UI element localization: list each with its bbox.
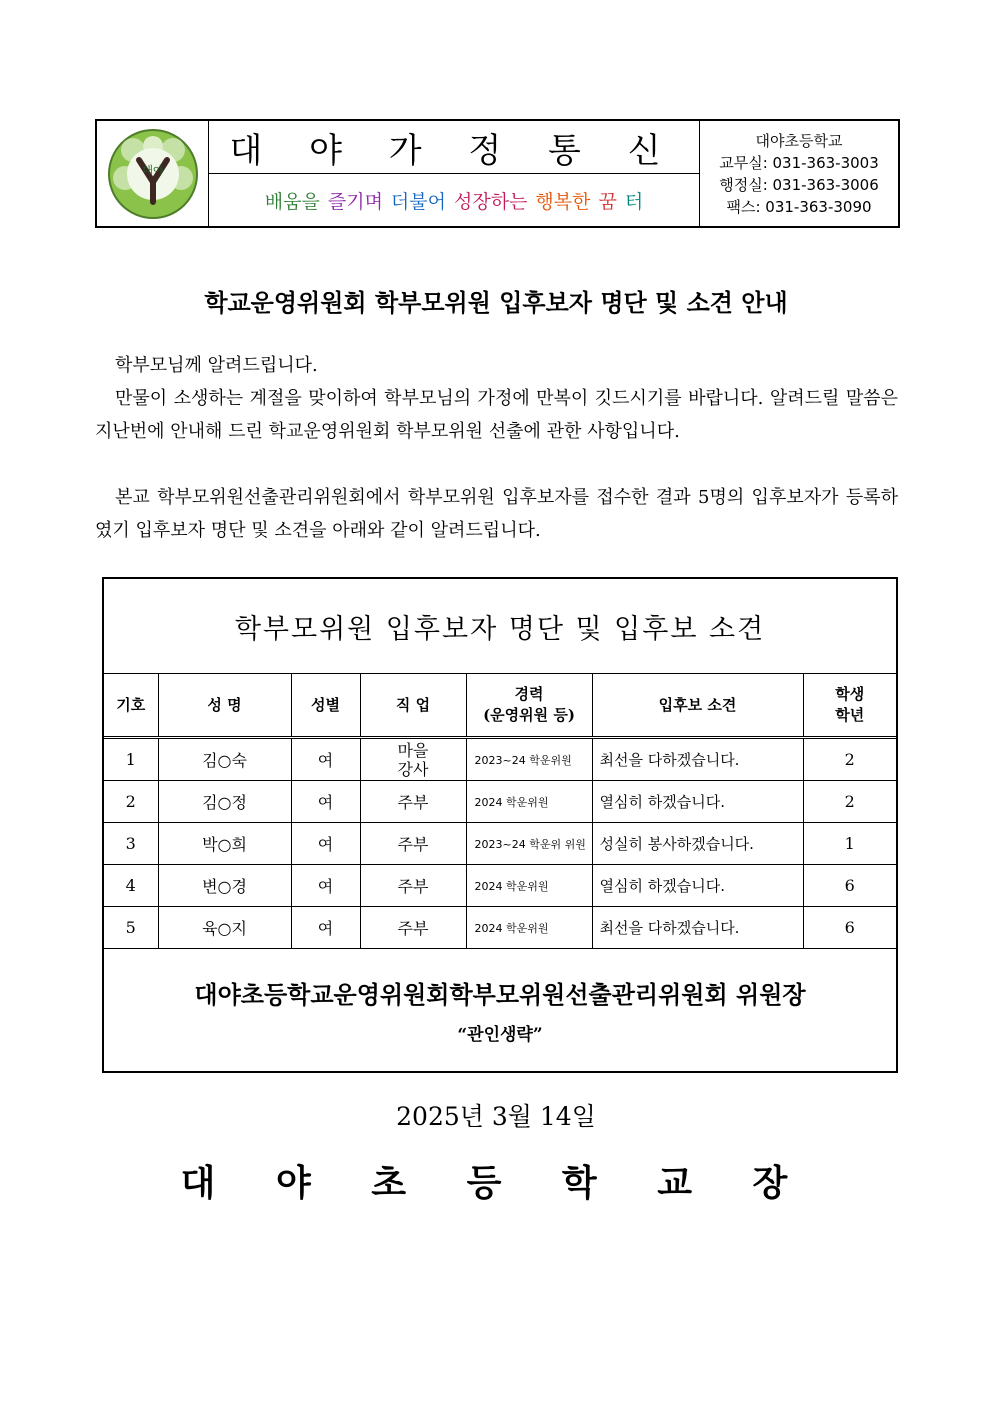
school-name: 대야초등학교	[755, 131, 843, 150]
table-title: 학부모위원 입후보자 명단 및 입후보 소견	[104, 579, 896, 674]
table-header-row	[104, 674, 896, 738]
candidate-table	[104, 674, 896, 949]
newsletter-title: 대 야 가 정 통 신	[209, 121, 699, 174]
principal-signature: 대 야 초 등 학 교 장	[180, 1162, 812, 1204]
svg-text:대야: 대야	[141, 163, 164, 177]
school-emblem-icon	[103, 126, 203, 222]
greeting: 학부모님께 알려드립니다.	[115, 355, 318, 376]
col-opinion: 입후보 소견	[592, 674, 803, 738]
table-row: 5 육○지 여 주부 2024 학운위원 최선을 다하겠습니다. 6	[104, 907, 896, 949]
paragraph-1: 만물이 소생하는 계절을 맞이하여 학부모님의 가정에 만복이 깃드시기를 바랍니다. 알려드릴 말씀은 지난번에 안내해 드린 학교운영위원회 학부모위원 선출에 관한 사항입니다.	[95, 388, 898, 442]
col-job: 직 업	[360, 674, 466, 738]
school-logo	[97, 121, 209, 226]
table-row: 1 김○숙 여 마을 강사 2023~24 학운위원 최선을 다하겠습니다. 2	[104, 738, 896, 781]
col-name: 성 명	[158, 674, 291, 738]
newsletter-header	[95, 119, 900, 228]
col-career: 경력 (운영위원 등)	[466, 674, 592, 738]
contact-line: 행정실: 031-363-3006	[719, 175, 879, 194]
issue-date: 2025년 3월 14일	[396, 1102, 596, 1131]
school-motto: 배움을 즐기며 더불어 성장하는 행복한 꿈 터	[264, 190, 644, 213]
candidate-list-box	[102, 577, 898, 1073]
committee-chair: 대야초등학교운영위원회학부모위원선출관리위원회 위원장	[194, 980, 806, 1009]
seal-omitted: “관인생략”	[457, 1025, 543, 1045]
paragraph-2: 본교 학부모위원선출관리위원회에서 학부모위원 입후보자를 접수한 결과 5명의 입후보자가 등록하였기 입후보자 명단 및 소견을 아래와 같이 알려드립니다.	[95, 487, 898, 541]
table-row: 2 김○정 여 주부 2024 학운위원 열심히 하겠습니다. 2	[104, 781, 896, 823]
table-row: 4 변○경 여 주부 2024 학운위원 열심히 하겠습니다. 6	[104, 865, 896, 907]
committee-signature	[104, 948, 896, 1071]
contact-line: 팩스: 031-363-3090	[726, 197, 872, 216]
contact-line: 교무실: 031-363-3003	[719, 153, 879, 172]
table-row: 3 박○희 여 주부 2023~24 학운위 위원 성실히 봉사하겠습니다. 1	[104, 823, 896, 865]
col-no: 기호	[104, 674, 158, 738]
notice-title: 학교운영위원회 학부모위원 입후보자 명단 및 소견 안내	[204, 289, 788, 317]
col-gender: 성별	[291, 674, 360, 738]
col-grade: 학생 학년	[803, 674, 896, 738]
school-contact	[700, 121, 898, 226]
